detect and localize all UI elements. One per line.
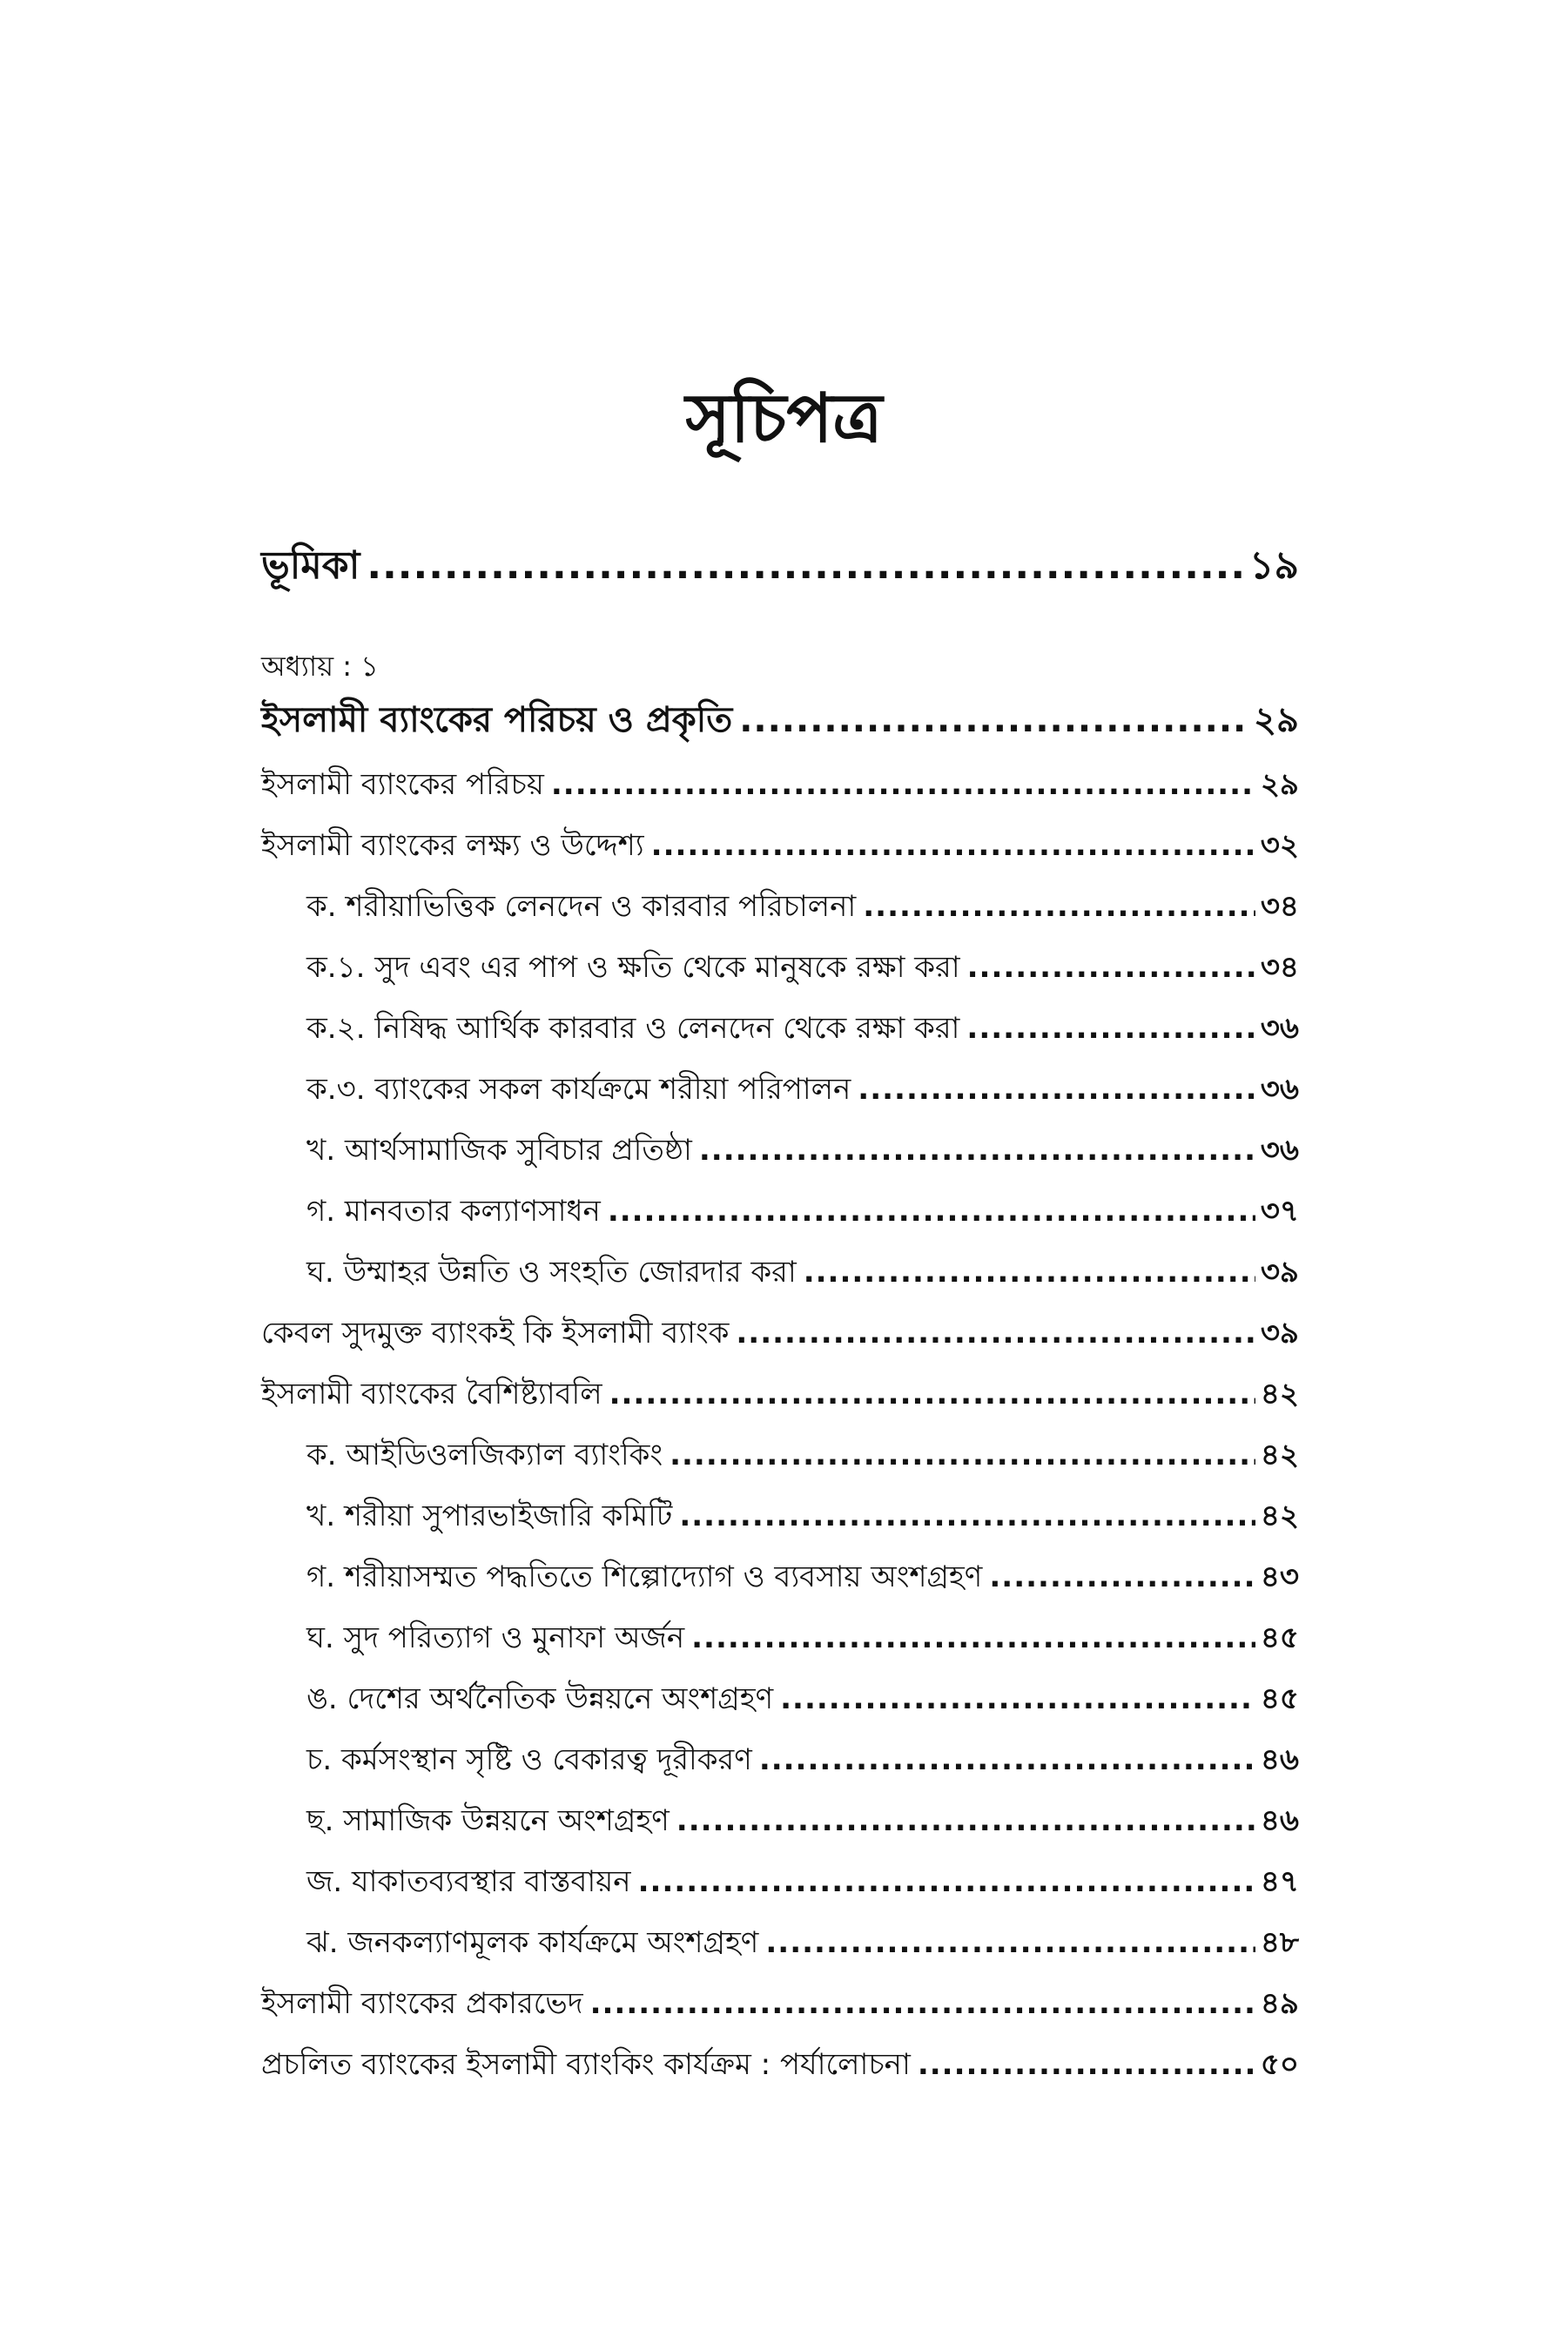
toc-entry[interactable] <box>261 1493 1299 1543</box>
dot-leader <box>551 767 1255 802</box>
toc-entry-page: ৩৪ <box>1260 889 1299 924</box>
toc-entry-label: চ. কর্মসংস্থান সৃষ্টি ও বেকারত্ব দূরীকরণ <box>306 1742 752 1777</box>
toc-entry-label: ইসলামী ব্যাংকের পরিচয় ও প্রকৃতি <box>261 700 733 740</box>
toc-entry-page: ৪৭ <box>1260 1864 1299 1899</box>
dot-leader <box>858 1072 1255 1107</box>
dot-leader <box>739 700 1248 740</box>
toc-entry[interactable] <box>261 1310 1299 1360</box>
toc-entry-label: প্রচলিত ব্যাংকের ইসলামী ব্যাংকিং কার্যক্রম : পর্যালোচনা <box>261 2047 911 2082</box>
dot-leader <box>918 2047 1255 2082</box>
dot-leader <box>608 1194 1255 1229</box>
toc-entry-label: ঘ. সুদ পরিত্যাগ ও মুনাফা অর্জন <box>306 1620 685 1655</box>
toc-entry[interactable] <box>261 762 1299 812</box>
dot-leader <box>670 1438 1255 1472</box>
toc-entry-label: ইসলামী ব্যাংকের প্রকারভেদ <box>261 1986 583 2021</box>
toc-entry[interactable] <box>261 884 1299 933</box>
toc-entry-page: ৪৯ <box>1260 1986 1299 2021</box>
toc-entry[interactable] <box>261 1189 1299 1238</box>
toc-entry-page: ৩৯ <box>1260 1255 1299 1290</box>
toc-entry-label: ক.৩. ব্যাংকের সকল কার্যক্রমে শরীয়া পরিপালন <box>306 1072 851 1107</box>
toc-entry-chapter-1[interactable] <box>261 692 1299 751</box>
toc-entry-label: গ. মানবতার কল্যাণসাধন <box>306 1194 601 1229</box>
dot-leader <box>804 1255 1255 1290</box>
toc-entry[interactable] <box>261 2042 1299 2092</box>
toc-entry-page: ৪৫ <box>1260 1620 1299 1655</box>
toc-entry-label: ঙ. দেশের অর্থনৈতিক উন্নয়নে অংশগ্রহণ <box>306 1681 774 1716</box>
dot-leader <box>736 1316 1255 1351</box>
toc-entry-page: ২৯ <box>1254 700 1299 740</box>
toc-entry[interactable] <box>261 823 1299 872</box>
page-title: সূচিপত্র <box>685 380 883 458</box>
toc-entry-label: খ. আর্থসামাজিক সুবিচার প্রতিষ্ঠা <box>306 1133 692 1168</box>
dot-leader <box>967 950 1255 985</box>
toc-entry-page: ৫০ <box>1260 2047 1299 2082</box>
dot-leader <box>638 1864 1255 1899</box>
toc-entry[interactable] <box>261 1859 1299 1909</box>
toc-entry-label: ক. শরীয়াভিত্তিক লেনদেন ও কারবার পরিচালনা <box>306 889 857 924</box>
toc-entry-label: ইসলামী ব্যাংকের বৈশিষ্ট্যাবলি <box>261 1377 602 1411</box>
toc-entry-label: ইসলামী ব্যাংকের লক্ষ্য ও উদ্দেশ্য <box>261 828 644 863</box>
toc-entry[interactable] <box>261 1676 1299 1726</box>
dot-leader <box>651 828 1255 863</box>
dot-leader <box>780 1681 1255 1716</box>
toc-entry-page: ৪৩ <box>1260 1559 1299 1594</box>
toc-entry-page: ৪২ <box>1260 1377 1299 1411</box>
toc-entry[interactable] <box>261 1128 1299 1177</box>
toc-entry-label: ঝ. জনকল্যাণমূলক কার্যক্রমে অংশগ্রহণ <box>306 1925 759 1960</box>
toc-entry-page: ৪৬ <box>1260 1803 1299 1838</box>
toc-entry[interactable] <box>261 1432 1299 1482</box>
toc-entry-page: ৩৭ <box>1260 1194 1299 1229</box>
toc-entry[interactable] <box>261 1067 1299 1116</box>
toc-entry-page: ৪৮ <box>1260 1925 1299 1960</box>
toc-entry[interactable] <box>261 945 1299 994</box>
toc-entry[interactable] <box>261 1981 1299 2031</box>
dot-leader <box>765 1925 1255 1960</box>
toc-entry-page: ৩৯ <box>1260 1316 1299 1351</box>
toc-entry-page: ৩৪ <box>1260 950 1299 985</box>
toc-entry-label: ক.২. নিষিদ্ধ আর্থিক কারবার ও লেনদেন থেকে রক্ষা করা <box>306 1011 960 1046</box>
toc-entry-label: ক. আইডিওলজিক্যাল ব্যাংকিং <box>306 1438 663 1472</box>
toc-entry-page: ৩২ <box>1260 828 1299 863</box>
toc-entry-intro[interactable] <box>261 536 1299 600</box>
toc-entry[interactable] <box>261 1006 1299 1055</box>
dot-leader <box>367 543 1244 588</box>
toc-entry-page: ৩৬ <box>1260 1133 1299 1168</box>
toc-entry[interactable] <box>261 1371 1299 1421</box>
toc-entry[interactable] <box>261 1554 1299 1604</box>
dot-leader <box>699 1133 1255 1168</box>
dot-leader <box>863 889 1255 924</box>
toc-entry-page: ৪২ <box>1260 1499 1299 1533</box>
toc-entry[interactable] <box>261 1920 1299 1970</box>
toc-entry-label: ভূমিকা <box>261 543 360 588</box>
toc-entry-label: ঘ. উম্মাহর উন্নতি ও সংহতি জোরদার করা <box>306 1255 797 1290</box>
toc-entry-page: ৪২ <box>1260 1438 1299 1472</box>
toc-entry[interactable] <box>261 1798 1299 1848</box>
toc-entry-label: ছ. সামাজিক উন্নয়নে অংশগ্রহণ <box>306 1803 670 1838</box>
dot-leader <box>966 1011 1255 1046</box>
dot-leader <box>691 1620 1255 1655</box>
toc-entry[interactable] <box>261 1250 1299 1299</box>
toc-entry-page: ২৯ <box>1260 767 1299 802</box>
toc-entry-page: ৩৬ <box>1260 1011 1299 1046</box>
toc-entry-page: ১৯ <box>1248 543 1299 588</box>
toc-entry-label: ইসলামী ব্যাংকের পরিচয় <box>261 767 544 802</box>
toc-entry[interactable] <box>261 1737 1299 1787</box>
dot-leader <box>676 1803 1255 1838</box>
dot-leader <box>679 1499 1255 1533</box>
dot-leader <box>759 1742 1255 1777</box>
toc-entry[interactable] <box>261 1615 1299 1665</box>
toc-entry-page: ৪৫ <box>1260 1681 1299 1716</box>
toc-entry-label: গ. শরীয়াসম্মত পদ্ধতিতে শিল্পোদ্যোগ ও ব্যবসায় অংশগ্রহণ <box>306 1559 983 1594</box>
toc-entry-label: কেবল সুদমুক্ত ব্যাংকই কি ইসলামী ব্যাংক <box>261 1316 730 1351</box>
toc-entry-label: জ. যাকাতব্যবস্থার বাস্তবায়ন <box>306 1864 631 1899</box>
toc-entry-page: ৪৬ <box>1260 1742 1299 1777</box>
dot-leader <box>590 1986 1255 2021</box>
dot-leader <box>989 1559 1255 1594</box>
toc-entry-label: খ. শরীয়া সুপারভাইজারি কমিটি <box>306 1499 673 1533</box>
toc-entry-label: ক.১. সুদ এবং এর পাপ ও ক্ষতি থেকে মানুষকে রক্ষা করা <box>306 950 960 985</box>
toc-entry-page: ৩৬ <box>1260 1072 1299 1107</box>
dot-leader <box>609 1377 1255 1411</box>
chapter-label: অধ্যায় : ১ <box>261 650 379 683</box>
